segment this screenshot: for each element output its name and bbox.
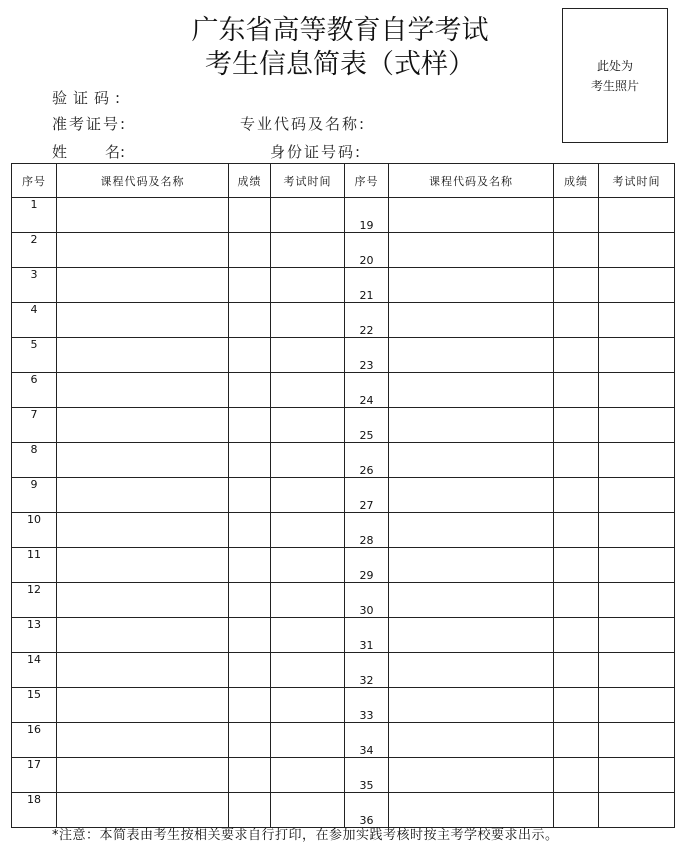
row-course-right-cell [389, 583, 554, 618]
row-time-left-cell [271, 583, 345, 618]
row-course-left-cell [57, 618, 229, 653]
row-seq-right: 20 [345, 233, 389, 268]
row-course-right-cell [389, 303, 554, 338]
row-seq-right: 28 [345, 513, 389, 548]
row-time-right-cell [599, 688, 675, 723]
row-course-right-cell [389, 268, 554, 303]
course-table [11, 163, 675, 828]
header-score-left: 成绩 [229, 164, 271, 198]
row-course-left-cell [57, 268, 229, 303]
row-time-right-cell [599, 408, 675, 443]
row-score-right-cell [554, 723, 599, 758]
row-course-right-cell [389, 443, 554, 478]
photo-placeholder-line2: 考生照片 [590, 78, 639, 93]
row-score-left-cell [229, 618, 271, 653]
form-title-line2: 考生信息简表（式样） [205, 49, 475, 80]
row-course-right-cell [389, 723, 554, 758]
row-course-left-cell [57, 793, 229, 828]
row-course-left-cell [57, 653, 229, 688]
row-seq-right: 19 [345, 198, 389, 233]
row-score-right-cell [554, 303, 599, 338]
table-row [12, 408, 675, 443]
row-seq-right: 34 [345, 723, 389, 758]
row-time-right-cell [599, 758, 675, 793]
row-course-right-cell [389, 478, 554, 513]
row-seq-left: 11 [12, 548, 57, 583]
id-number-label: 身份证号码: [270, 143, 363, 161]
row-score-right-cell [554, 268, 599, 303]
table-row [12, 198, 675, 233]
row-seq-right: 27 [345, 478, 389, 513]
row-score-right-cell [554, 443, 599, 478]
row-score-left-cell [229, 478, 271, 513]
verify-code-label: 验证码: [52, 89, 127, 107]
row-score-left-cell [229, 688, 271, 723]
row-score-left-cell [229, 513, 271, 548]
table-row [12, 338, 675, 373]
row-time-left-cell [271, 408, 345, 443]
row-time-left-cell [271, 303, 345, 338]
table-row [12, 443, 675, 478]
table-row [12, 548, 675, 583]
row-score-right-cell [554, 408, 599, 443]
row-time-left-cell [271, 373, 345, 408]
table-row [12, 793, 675, 828]
row-time-left-cell [271, 793, 345, 828]
row-seq-left: 7 [12, 408, 57, 443]
row-time-left-cell [271, 338, 345, 373]
header-time-left: 考试时间 [271, 164, 345, 198]
row-course-left-cell [57, 688, 229, 723]
table-row [12, 233, 675, 268]
table-row [12, 373, 675, 408]
row-course-left-cell [57, 478, 229, 513]
row-seq-right: 26 [345, 443, 389, 478]
table-row [12, 688, 675, 723]
row-time-left-cell [271, 513, 345, 548]
row-score-left-cell [229, 653, 271, 688]
header-seq-left: 序号 [12, 164, 57, 198]
row-seq-left: 3 [12, 268, 57, 303]
row-course-right-cell [389, 548, 554, 583]
row-seq-left: 5 [12, 338, 57, 373]
row-course-right-cell [389, 408, 554, 443]
table-row [12, 618, 675, 653]
row-score-left-cell [229, 198, 271, 233]
row-time-left-cell [271, 688, 345, 723]
row-course-left-cell [57, 198, 229, 233]
row-seq-left: 13 [12, 618, 57, 653]
row-time-left-cell [271, 198, 345, 233]
row-time-right-cell [599, 793, 675, 828]
row-time-right-cell [599, 653, 675, 688]
row-score-right-cell [554, 198, 599, 233]
row-score-left-cell [229, 548, 271, 583]
header-score-right: 成绩 [554, 164, 599, 198]
row-seq-right: 32 [345, 653, 389, 688]
row-seq-left: 18 [12, 793, 57, 828]
row-seq-left: 17 [12, 758, 57, 793]
row-time-left-cell [271, 268, 345, 303]
row-course-left-cell [57, 303, 229, 338]
row-course-left-cell [57, 233, 229, 268]
row-time-left-cell [271, 233, 345, 268]
row-course-left-cell [57, 758, 229, 793]
photo-placeholder [562, 8, 668, 143]
name-label-char2: 名: [105, 143, 126, 161]
row-seq-right: 22 [345, 303, 389, 338]
row-seq-right: 35 [345, 758, 389, 793]
row-course-left-cell [57, 408, 229, 443]
row-time-left-cell [271, 618, 345, 653]
row-seq-left: 8 [12, 443, 57, 478]
row-score-right-cell [554, 233, 599, 268]
row-score-left-cell [229, 303, 271, 338]
header-course-right: 课程代码及名称 [389, 164, 554, 198]
row-seq-right: 25 [345, 408, 389, 443]
row-time-right-cell [599, 268, 675, 303]
row-score-right-cell [554, 793, 599, 828]
row-score-left-cell [229, 583, 271, 618]
table-row [12, 478, 675, 513]
table-row [12, 653, 675, 688]
row-score-right-cell [554, 548, 599, 583]
row-course-left-cell [57, 583, 229, 618]
table-row [12, 303, 675, 338]
header-time-right: 考试时间 [599, 164, 675, 198]
row-score-right-cell [554, 583, 599, 618]
row-seq-left: 12 [12, 583, 57, 618]
row-time-left-cell [271, 758, 345, 793]
table-row [12, 268, 675, 303]
form-title-line1: 广东省高等教育自学考试 [191, 15, 489, 46]
row-score-left-cell [229, 338, 271, 373]
row-score-left-cell [229, 408, 271, 443]
row-score-right-cell [554, 373, 599, 408]
name-label [52, 142, 125, 162]
row-seq-left: 6 [12, 373, 57, 408]
row-time-right-cell [599, 583, 675, 618]
table-row [12, 513, 675, 548]
row-seq-left: 9 [12, 478, 57, 513]
row-course-right-cell [389, 688, 554, 723]
header-course-left: 课程代码及名称 [57, 164, 229, 198]
row-score-right-cell [554, 618, 599, 653]
row-seq-left: 4 [12, 303, 57, 338]
row-time-left-cell [271, 478, 345, 513]
row-seq-left: 15 [12, 688, 57, 723]
header-seq-right: 序号 [345, 164, 389, 198]
row-course-left-cell [57, 338, 229, 373]
row-seq-right: 33 [345, 688, 389, 723]
row-seq-right: 29 [345, 548, 389, 583]
row-score-right-cell [554, 478, 599, 513]
row-seq-right: 36 [345, 793, 389, 828]
table-row [12, 758, 675, 793]
row-time-right-cell [599, 478, 675, 513]
row-score-left-cell [229, 443, 271, 478]
name-label-char1: 姓 [52, 143, 68, 161]
row-score-right-cell [554, 338, 599, 373]
row-time-right-cell [599, 723, 675, 758]
row-score-right-cell [554, 513, 599, 548]
row-time-right-cell [599, 513, 675, 548]
row-course-left-cell [57, 443, 229, 478]
row-score-left-cell [229, 793, 271, 828]
row-seq-right: 23 [345, 338, 389, 373]
row-course-left-cell [57, 373, 229, 408]
row-course-left-cell [57, 513, 229, 548]
row-score-right-cell [554, 688, 599, 723]
row-course-left-cell [57, 723, 229, 758]
row-time-right-cell [599, 198, 675, 233]
row-time-right-cell [599, 373, 675, 408]
row-time-right-cell [599, 303, 675, 338]
row-seq-left: 14 [12, 653, 57, 688]
ticket-number-label: 准考证号: [52, 115, 128, 133]
table-row [12, 583, 675, 618]
row-time-left-cell [271, 548, 345, 583]
row-course-right-cell [389, 233, 554, 268]
row-seq-right: 30 [345, 583, 389, 618]
row-time-right-cell [599, 548, 675, 583]
row-course-right-cell [389, 373, 554, 408]
row-seq-left: 2 [12, 233, 57, 268]
major-label: 专业代码及名称: [240, 115, 367, 133]
footer-note: *注意：本简表由考生按相关要求自行打印，在参加实践考核时按主考学校要求出示。 [52, 828, 559, 843]
row-course-left-cell [57, 548, 229, 583]
row-score-left-cell [229, 758, 271, 793]
row-time-right-cell [599, 443, 675, 478]
row-seq-right: 24 [345, 373, 389, 408]
row-course-right-cell [389, 793, 554, 828]
row-course-right-cell [389, 198, 554, 233]
row-time-left-cell [271, 723, 345, 758]
row-time-right-cell [599, 618, 675, 653]
row-course-right-cell [389, 338, 554, 373]
row-seq-left: 10 [12, 513, 57, 548]
row-course-right-cell [389, 653, 554, 688]
row-time-left-cell [271, 653, 345, 688]
row-score-right-cell [554, 758, 599, 793]
row-seq-left: 16 [12, 723, 57, 758]
row-score-left-cell [229, 233, 271, 268]
row-seq-right: 31 [345, 618, 389, 653]
row-time-right-cell [599, 338, 675, 373]
table-header-row [12, 164, 675, 198]
table-row [12, 723, 675, 758]
row-score-left-cell [229, 723, 271, 758]
row-course-right-cell [389, 513, 554, 548]
row-time-left-cell [271, 443, 345, 478]
photo-placeholder-line1: 此处为 [596, 58, 633, 73]
row-seq-right: 21 [345, 268, 389, 303]
row-score-left-cell [229, 373, 271, 408]
row-seq-left: 1 [12, 198, 57, 233]
row-course-right-cell [389, 618, 554, 653]
row-score-left-cell [229, 268, 271, 303]
row-course-right-cell [389, 758, 554, 793]
row-score-right-cell [554, 653, 599, 688]
row-time-right-cell [599, 233, 675, 268]
